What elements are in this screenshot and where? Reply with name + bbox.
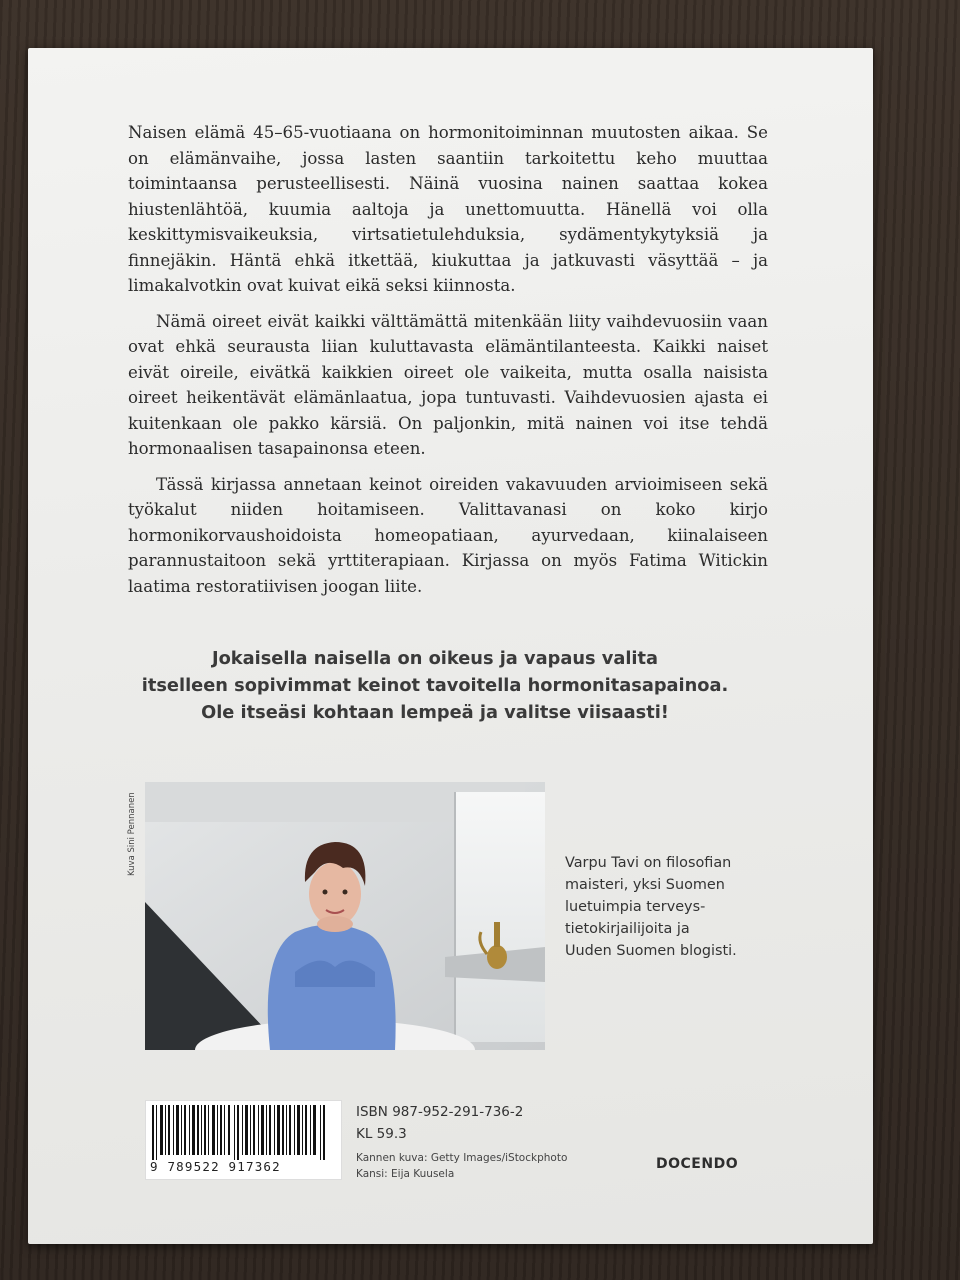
bio-line-4: tietokirjailijoita ja: [565, 921, 690, 937]
barcode-digits: 9 789522 917362: [150, 1160, 335, 1174]
bio-line-3: luetuimpia terveys-: [565, 899, 706, 915]
photo-credit: Kuva Sini Pennanen: [127, 792, 137, 876]
tagline-line-3: Ole itseäsi kohtaan lempeä ja valitse viisaasti!: [201, 702, 669, 723]
tagline-line-1: Jokaisella naisella on oikeus ja vapaus valita: [211, 648, 659, 669]
blurb-paragraph-1: Naisen elämä 45–65-vuotiaana on hormonitoiminnan muutosten aikaa. Se on elämänvaihe, jossa lasten saantiin tarkoitettu keho muuttaa toimintaansa perusteellisesti. Näinä vuosina nainen saattaa kokea hiustenlähtöä, kuumia aaltoja ja unettomuutta. Hänellä voi olla keskittymisvaikeuksia, virtsatietulehduksia, sydämentykytyksiä ja finnejäkin. Häntä ehkä itkettää, kiukuttaa ja jatkuvasti väsyttää – ja limakalvotkin ovat kuivat eikä seksi kiinnosta.: [128, 123, 768, 295]
blurb-text: [128, 120, 768, 609]
blurb-paragraph-2: Nämä oireet eivät kaikki välttämättä mitenkään liity vaihdevuosiin vaan ovat ehkä seurausta liian kuluttavasta elämäntilanteesta. Kaikki naiset eivät oireile, eivätkä kaikkien oireet ole vaikeita, mutta osalla naisista oireet heikentävät elämänlaatua, jopa tuntuvasti. Vaihdevuosien ajasta ei kuitenkaan ole pakko kärsiä. On paljonkin, mitä nainen voi itse tehdä hormonaalisen tasapainonsa eteen.: [128, 311, 768, 458]
publisher-logo: DOCENDO: [656, 1156, 739, 1172]
author-bio: [565, 852, 765, 962]
bio-line-5: Uuden Suomen blogisti.: [565, 943, 737, 959]
bio-line-2: maisteri, yksi Suomen: [565, 877, 725, 893]
isbn: ISBN 987-952-291-736-2: [356, 1104, 524, 1120]
bio-line-1: Varpu Tavi on filosofian: [565, 855, 732, 871]
isbn-block: [356, 1101, 523, 1145]
cover-design-credit: Kansi: Eija Kuusela: [356, 1168, 455, 1180]
tagline: [135, 645, 735, 726]
cover-image-credit: Kannen kuva: Getty Images/iStockphoto: [356, 1152, 568, 1164]
author-photo: [145, 782, 545, 1050]
cover-credits: [356, 1150, 567, 1182]
blurb-paragraph-3: Tässä kirjassa annetaan keinot oireiden vakavuuden arvioimiseen sekä työkalut niiden hoitamiseen. Valittavanasi on koko kirjo hormonikorvaushoidoista homeopatiaan, ayurvedaan, kiinalaiseen parannustaitoon sekä yrttiterapiaan. Kirjassa on myös Fatima Witickin laatima restoratiivisen joogan liite.: [128, 474, 768, 596]
barcode-bars: [146, 1101, 341, 1163]
author-portrait-illustration: [145, 782, 545, 1050]
classification: KL 59.3: [356, 1126, 407, 1142]
tagline-line-2: itselleen sopivimmat keinot tavoitella hormonitasapainoa.: [141, 675, 729, 696]
